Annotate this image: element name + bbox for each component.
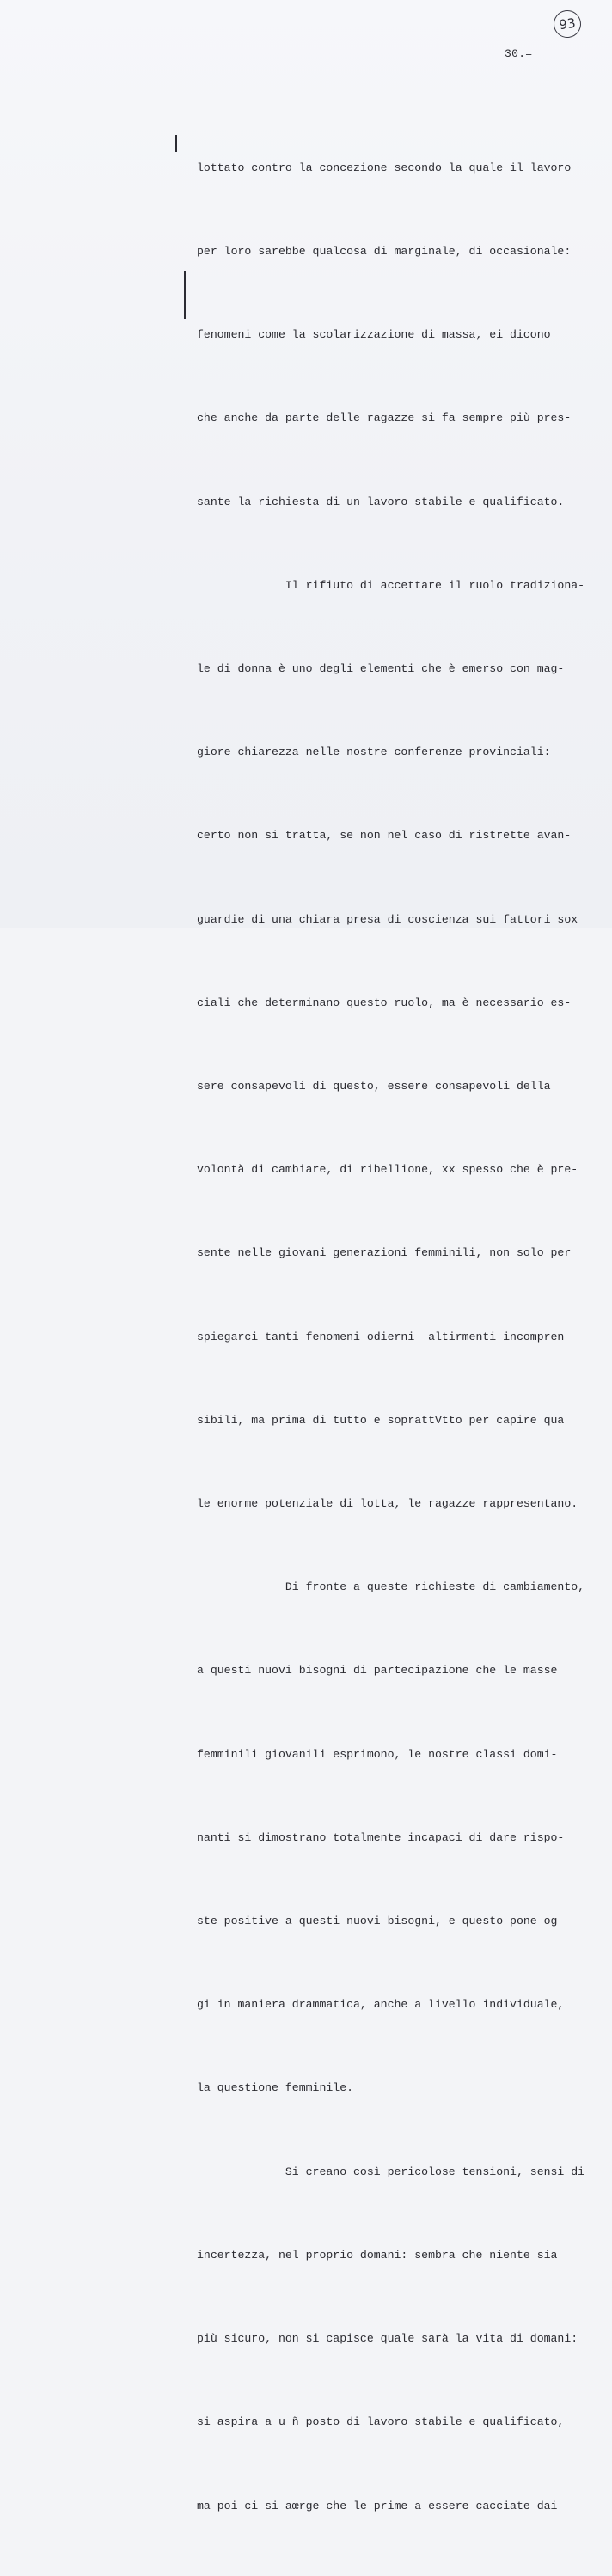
text-line: si aspira a u ñ posto di lavoro stabile e qualificato, bbox=[197, 2415, 565, 2429]
text-line: ciali che determinano questo ruolo, ma è necessario es- bbox=[197, 996, 572, 1009]
text-line: gi in maniera drammatica, anche a livello individuale, bbox=[197, 1998, 565, 2012]
text-line: nanti si dimostrano totalmente incapaci di dare rispo- bbox=[197, 1830, 565, 1844]
text-line: guardie di una chiara presa di coscienza sui fattori sox bbox=[197, 912, 578, 926]
text-line: a questi nuovi bisogni di partecipazione che le masse bbox=[197, 1664, 558, 1678]
text-line: volontà di cambiare, di ribellione, xx spesso che è pre- bbox=[197, 1163, 578, 1177]
text-line: giore chiarezza nelle nostre conferenze provinciali: bbox=[197, 746, 551, 759]
text-line: per loro sarebbe qualcosa di marginale, di occasionale: bbox=[197, 245, 572, 259]
text-line: Di fronte a queste richieste di cambiamento, bbox=[197, 1580, 585, 1594]
body-text bbox=[197, 99, 605, 2576]
text-line: Si creano così pericolose tensioni, sensi di bbox=[197, 2165, 585, 2178]
archive-stamp-number: 93 bbox=[558, 15, 577, 33]
margin-mark bbox=[184, 271, 186, 319]
text-line: incertezza, nel proprio domani: sembra che niente sia bbox=[197, 2248, 558, 2262]
text-line: le enorme potenziale di lotta, le ragazze rappresentano. bbox=[197, 1497, 578, 1511]
text-line: fenomeni come la scolarizzazione di massa, ei dicono bbox=[197, 328, 551, 342]
text-line: ste positive a questi nuovi bisogni, e questo pone og- bbox=[197, 1915, 565, 1928]
margin-mark bbox=[175, 135, 177, 152]
text-line: più sicuro, non si capisce quale sarà la vita di domani: bbox=[197, 2332, 578, 2346]
text-line: ma poi ci si aœrge che le prime a essere cacciate dai bbox=[197, 2499, 558, 2512]
text-line: Il rifiuto di accettare il ruolo tradiziona- bbox=[197, 578, 585, 592]
text-line: sere consapevoli di questo, essere consapevoli della bbox=[197, 1080, 551, 1093]
text-line: le di donna è uno degli elementi che è emerso con mag- bbox=[197, 662, 565, 676]
text-line: sibili, ma prima di tutto e soprattVtto per capire qua bbox=[197, 1413, 565, 1427]
text-line: sente nelle giovani generazioni femminili, non solo per bbox=[197, 1246, 572, 1260]
text-line: certo non si tratta, se non nel caso di ristrette avan- bbox=[197, 829, 572, 843]
text-line: la questione femminile. bbox=[197, 2081, 354, 2095]
text-line: che anche da parte delle ragazze si fa sempre più pres- bbox=[197, 411, 572, 425]
page-number: 30.= bbox=[505, 47, 533, 60]
text-line: lottato contro la concezione secondo la quale il lavoro bbox=[197, 161, 572, 174]
text-line: femminili giovanili esprimono, le nostre classi domi- bbox=[197, 1747, 558, 1761]
text-line: sante la richiesta di un lavoro stabile e qualificato. bbox=[197, 495, 565, 509]
text-line: spiegarci tanti fenomeni odierni altirmenti incompren- bbox=[197, 1330, 572, 1343]
archive-stamp bbox=[552, 9, 583, 40]
